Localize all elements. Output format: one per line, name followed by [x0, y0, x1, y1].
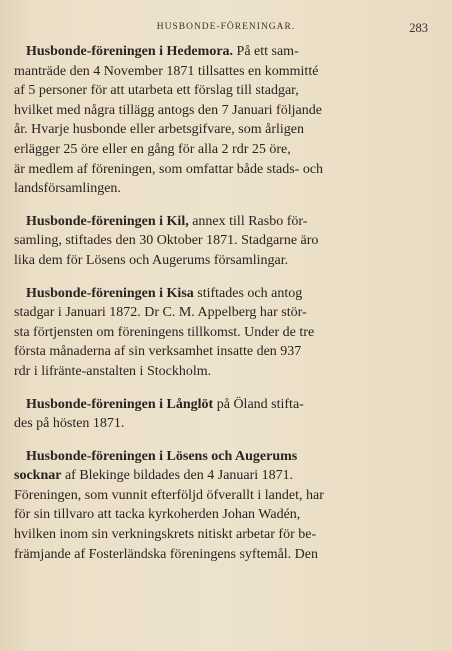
text-line: sta förtjensten om föreningens tillkomst. Under de tre [14, 324, 315, 340]
entry-heading: Husbonde-föreningen i Långlöt [26, 396, 214, 412]
text-line: des på hösten 1871. [14, 416, 125, 432]
text-line [14, 284, 394, 304]
entry-kil [14, 212, 394, 271]
text-line: år. Hvarje husbonde eller arbetsgifvare, som årligen [14, 122, 305, 138]
entry-heading: Husbonde-föreningen i Lösens och Augerums [26, 448, 298, 464]
text-line: manträde den 4 November 1871 tillsattes en kommitté [14, 63, 319, 79]
entry-kisa [14, 284, 394, 382]
text-line: rdr i lifränte-anstalten i Stockholm. [14, 363, 212, 379]
text-fragment: stiftades och antog [193, 285, 303, 301]
text-line: hvilket med några tillägg antogs den 7 Januari följande [14, 102, 322, 118]
entry-hedemora [14, 42, 394, 199]
text-line: landsförsamlingen. [14, 181, 121, 197]
text-line [14, 447, 394, 467]
entry-heading: Husbonde-föreningen i Kisa [26, 285, 194, 301]
running-title: HUSBONDE-FÖRENINGAR. [156, 22, 296, 32]
text-line: är medlem af föreningen, som omfattar både stads- och [14, 161, 324, 177]
text-fragment: På ett sam- [233, 44, 299, 59]
text-line: Föreningen, som vunnit efterföljd öfverallt i landet, har [14, 487, 324, 503]
text-line: främjande af Fosterländska föreningens syftemål. Den [14, 546, 319, 562]
text-fragment: af Blekinge bildades den 4 Januari 1871. [61, 468, 294, 484]
text-line [14, 466, 394, 486]
body-text [14, 42, 394, 577]
text-line: erlägger 25 öre eller en gång för alla 2 rdr 25 öre, [14, 141, 291, 157]
text-line: hvilken inom sin verkningskrets nitiskt arbetar för be- [14, 527, 317, 543]
text-line: samling, stiftades den 30 Oktober 1871. Stadgarne äro [14, 233, 319, 249]
text-line: lika dem för Lösens och Augerums församlingar. [14, 252, 289, 268]
entry-heading: Husbonde-föreningen i Hedemora. [26, 44, 234, 59]
text-fragment: på Öland stifta- [213, 396, 304, 412]
text-line: stadgar i Januari 1872. Dr C. M. Appelberg har stör- [14, 305, 307, 321]
entry-langlot [14, 395, 394, 434]
entry-heading: Husbonde-föreningen i Kil, [26, 213, 189, 229]
entry-heading-continued: socknar [14, 468, 62, 484]
text-line [14, 212, 394, 232]
text-line: för sin tillvaro att tacka kyrkoherden Johan Wadén, [14, 507, 301, 523]
text-line: af 5 personer för att utarbeta ett förslag till stadgar, [14, 83, 299, 99]
text-line [14, 395, 394, 415]
text-line [14, 42, 394, 62]
entry-losens-augerums [14, 447, 394, 565]
running-head [10, 22, 442, 36]
text-fragment: annex till Rasbo för- [188, 213, 308, 229]
text-line: första månaderna af sin verksamhet insatte den 937 [14, 344, 302, 360]
page-number: 283 [409, 21, 428, 35]
